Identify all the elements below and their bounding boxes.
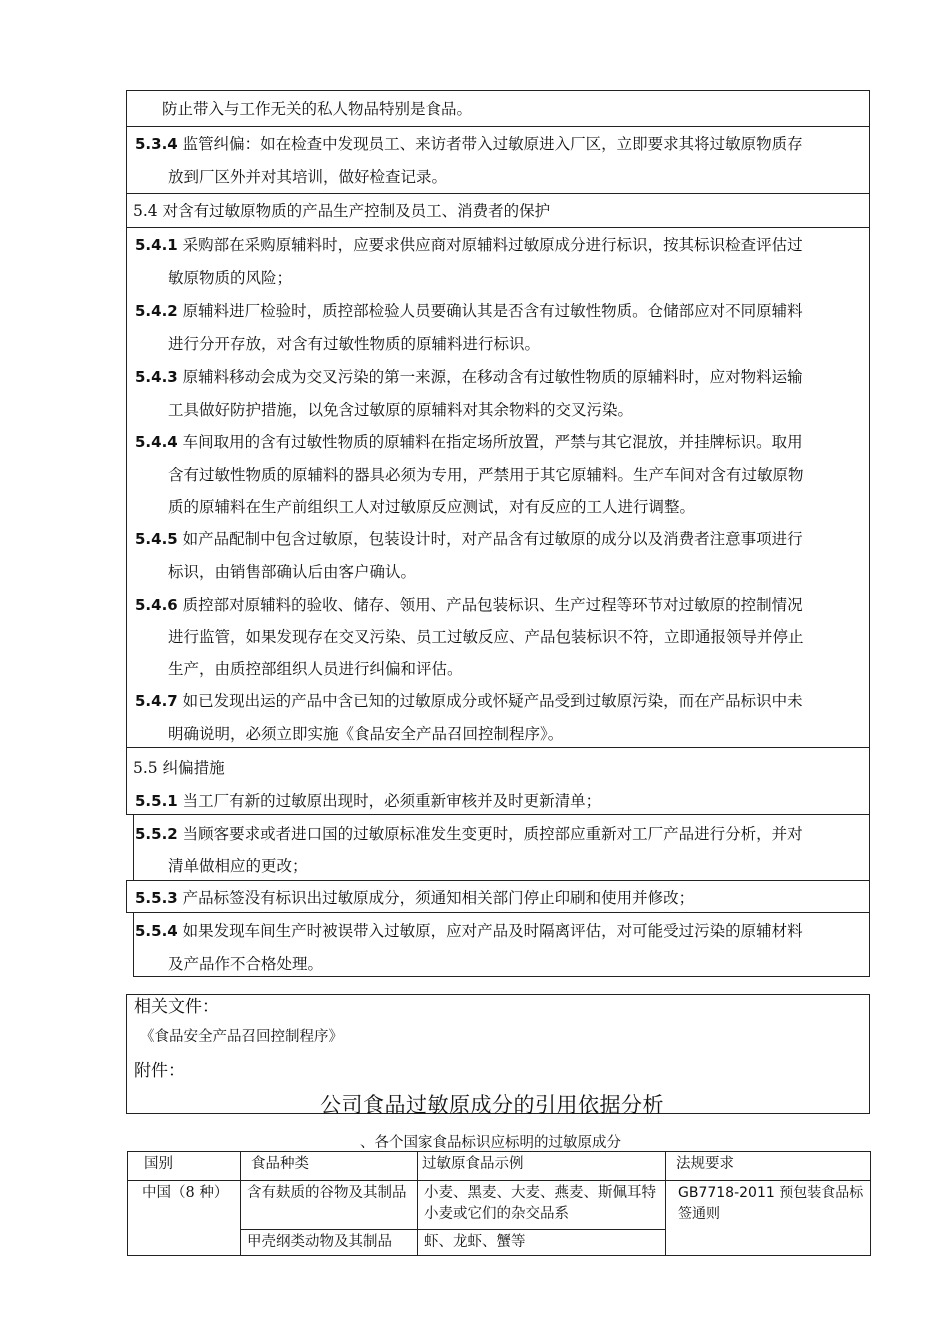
clause-number: 5.5.4 (135, 922, 178, 940)
clause-542-cont: 进行分开存放，对含有过敏性物质的原辅料进行标识。 (168, 335, 541, 353)
clause-546-cont: 生产，由质控部组织人员进行纠偏和评估。 (168, 660, 463, 678)
clause-534 (135, 134, 803, 154)
table-caption: 、各个国家食品标识应标明的过敏原成分 (360, 1135, 621, 1151)
cell-food-type: 甲壳纲类动物及其制品 (241, 1230, 418, 1256)
clause-554 (135, 921, 803, 941)
clause-text: 车间取用的含有过敏性物质的原辅料在指定场所放置，严禁与其它混放，并挂牌标识。取用 (182, 433, 803, 451)
clause-544-cont: 含有过敏性物质的原辅料的器具必须为专用，严禁用于其它原辅料。生产车间对含有过敏原物 (168, 466, 804, 484)
clause-text: 原辅料进厂检验时，质控部检验人员要确认其是否含有过敏性物质。仓储部应对不同原辅料 (182, 302, 803, 320)
clause-number: 5.4.5 (135, 530, 178, 548)
table-header-row (128, 1152, 871, 1181)
cell-example: 虾、龙虾、蟹等 (418, 1230, 666, 1256)
clause-number: 5.4.1 (135, 236, 178, 254)
header-country: 国别 (128, 1152, 241, 1181)
clause-number: 5.3.4 (135, 135, 178, 153)
clause-545 (135, 529, 803, 549)
clause-552 (135, 824, 803, 844)
allergen-table (127, 1151, 871, 1256)
clause-554-cont: 及产品作不合格处理。 (168, 955, 324, 973)
cell-example: 小麦、黑麦、大麦、燕麦、斯佩耳特小麦或它们的杂交品系 (418, 1181, 666, 1230)
section-title-54: 5.4 对含有过敏原物质的产品生产控制及员工、消费者的保护 (133, 202, 551, 220)
clause-number: 5.5.1 (135, 792, 178, 810)
clause-551 (135, 791, 601, 811)
clause-number: 5.4.6 (135, 596, 178, 614)
cell-food-type: 含有麸质的谷物及其制品 (241, 1181, 418, 1230)
clause-544 (135, 432, 803, 452)
clause-547 (135, 691, 803, 711)
section-title-55: 5.5 纠偏措施 (133, 759, 225, 777)
clause-text: 如产品配制中包含过敏原，包装设计时，对产品含有过敏原的成分以及消费者注意事项进行 (182, 530, 803, 548)
clause-text: 采购部在采购原辅料时，应要求供应商对原辅料过敏原成分进行标识，按其标识检查评估过 (182, 236, 803, 254)
clause-number: 5.4.3 (135, 368, 178, 386)
attachment-label: 附件： (134, 1061, 185, 1081)
clause-552-cont: 清单做相应的更改； (168, 857, 308, 875)
clause-text: 当顾客要求或者进口国的过敏原标准发生变更时，质控部应重新对工厂产品进行分析，并对 (182, 825, 803, 843)
header-food-type: 食品种类 (241, 1152, 418, 1181)
clause-text: 监管纠偏：如在检查中发现员工、来访者带入过敏原进入厂区，立即要求其将过敏原物质存 (182, 135, 803, 153)
clause-text: 如果发现车间生产时被误带入过敏原，应对产品及时隔离评估，对可能受过污染的原辅材料 (182, 922, 803, 940)
clause-number: 5.4.2 (135, 302, 178, 320)
table-row (128, 1181, 871, 1230)
clause-543-cont: 工具做好防护措施，以免含过敏原的原辅料对其余物料的交叉污染。 (168, 401, 634, 419)
clause-545-cont: 标识，由销售部确认后由客户确认。 (168, 563, 417, 581)
clause-553 (135, 888, 694, 908)
clause-534-cont: 放到厂区外并对其培训，做好检查记录。 (168, 168, 448, 186)
clause-546-cont: 进行监管，如果发现存在交叉污染、员工过敏反应、产品包装标识不符，立即通报领导并停止 (168, 628, 804, 646)
clause-546 (135, 595, 803, 615)
cell-law: GB7718-2011 预包装食品标签通则 (666, 1181, 871, 1256)
clause-543 (135, 367, 803, 387)
clause-text: 当工厂有新的过敏原出现时，必须重新审核并及时更新清单； (182, 792, 602, 810)
clause-text: 产品标签没有标识出过敏原成分，须通知相关部门停止印刷和使用并修改； (182, 889, 695, 907)
clause-number: 5.4.4 (135, 433, 178, 451)
cell-country: 中国（8 种） (128, 1181, 241, 1256)
clause-text: 质控部对原辅料的验收、储存、领用、产品包装标识、生产过程等环节对过敏原的控制情况 (182, 596, 803, 614)
related-doc-link: 《食品安全产品召回控制程序》 (140, 1029, 343, 1045)
clause-text: 如已发现出运的产品中含已知的过敏原成分或怀疑产品受到过敏原污染，而在产品标识中未 (182, 692, 803, 710)
attachment-heading: 公司食品过敏原成分的引用依据分析 (320, 1093, 664, 1117)
clause-number: 5.4.7 (135, 692, 178, 710)
header-example: 过敏原食品示例 (418, 1152, 666, 1181)
clause-number: 5.5.3 (135, 889, 178, 907)
clause-number: 5.5.2 (135, 825, 178, 843)
text-line: 防止带入与工作无关的私人物品特别是食品。 (162, 100, 473, 118)
clause-text: 原辅料移动会成为交叉污染的第一来源，在移动含有过敏性物质的原辅料时，应对物料运输 (182, 368, 803, 386)
related-docs-label: 相关文件： (134, 997, 219, 1017)
clause-541-cont: 敏原物质的风险； (168, 269, 293, 287)
clause-542 (135, 301, 803, 321)
header-law: 法规要求 (666, 1152, 871, 1181)
clause-547-cont: 明确说明，必须立即实施《食品安全产品召回控制程序》。 (168, 725, 564, 743)
clause-541 (135, 235, 803, 255)
clause-544-cont: 质的原辅料在生产前组织工人对过敏原反应测试，对有反应的工人进行调整。 (168, 498, 696, 516)
